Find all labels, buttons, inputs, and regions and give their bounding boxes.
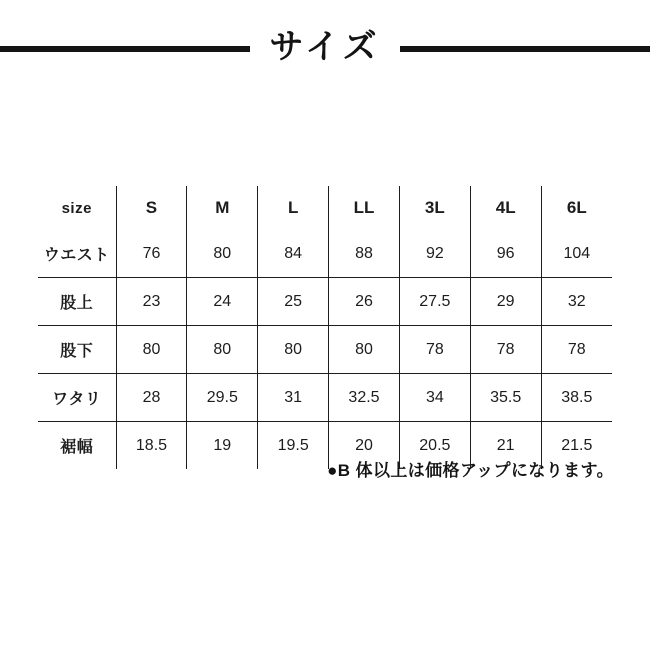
row-label-waist: ウエスト — [38, 230, 116, 278]
cell-waist-4l: 96 — [470, 230, 541, 278]
cell-thigh-4l: 35.5 — [470, 374, 541, 422]
column-header-ll: LL — [329, 186, 400, 230]
row-label-thigh: ワタリ — [38, 374, 116, 422]
cell-inseam-3l: 78 — [399, 326, 470, 374]
column-header-l: L — [258, 186, 329, 230]
cell-hem-l: 19.5 — [258, 422, 329, 470]
header-rule-left — [0, 46, 250, 52]
table-row — [38, 374, 612, 422]
cell-rise-s: 23 — [116, 278, 187, 326]
cell-rise-l: 25 — [258, 278, 329, 326]
size-table-container — [38, 186, 612, 469]
cell-waist-l: 84 — [258, 230, 329, 278]
table-header — [38, 186, 612, 230]
cell-waist-m: 80 — [187, 230, 258, 278]
table-header-row — [38, 186, 612, 230]
table-row — [38, 278, 612, 326]
cell-thigh-m: 29.5 — [187, 374, 258, 422]
column-header-4l: 4L — [470, 186, 541, 230]
table-row — [38, 326, 612, 374]
cell-hem-m: 19 — [187, 422, 258, 470]
row-label-rise: 股上 — [38, 278, 116, 326]
column-header-6l: 6L — [566, 198, 587, 217]
cell-rise-4l: 29 — [470, 278, 541, 326]
cell-thigh-3l: 34 — [399, 374, 470, 422]
cell-inseam-s: 80 — [116, 326, 187, 374]
cell-hem-s: 18.5 — [116, 422, 187, 470]
table-corner-label: size — [38, 186, 116, 230]
cell-inseam-6l: 78 — [541, 326, 612, 374]
cell-rise-6l: 32 — [541, 278, 612, 326]
row-label-hem: 裾幅 — [38, 422, 116, 470]
cell-rise-m: 24 — [187, 278, 258, 326]
price-note: ●B 体以上は価格アップになります。 — [327, 461, 614, 480]
column-header-s: S — [116, 186, 187, 230]
header-rule-right — [400, 46, 650, 52]
header-banner — [0, 18, 650, 76]
cell-waist-ll: 88 — [329, 230, 400, 278]
row-label-inseam: 股下 — [38, 326, 116, 374]
column-header-3l: 3L — [399, 186, 470, 230]
cell-thigh-l: 31 — [258, 374, 329, 422]
cell-waist-3l: 92 — [399, 230, 470, 278]
size-table — [38, 186, 612, 469]
table-row — [38, 230, 612, 278]
cell-inseam-4l: 78 — [470, 326, 541, 374]
cell-hem-4l: 21 — [470, 422, 541, 470]
cell-thigh-6l: 38.5 — [541, 374, 612, 422]
cell-hem-6l: 21.5 — [561, 436, 593, 454]
table-body — [38, 230, 612, 469]
cell-inseam-l: 80 — [258, 326, 329, 374]
cell-hem-ll: 20 — [329, 422, 400, 470]
cell-rise-ll: 26 — [329, 278, 400, 326]
cell-inseam-ll: 80 — [329, 326, 400, 374]
column-header-m: M — [187, 186, 258, 230]
cell-waist-6l: 104 — [541, 230, 612, 278]
cell-hem-3l: 20.5 — [399, 422, 470, 470]
cell-thigh-s: 28 — [116, 374, 187, 422]
page-title: サイズ — [255, 30, 394, 64]
cell-inseam-m: 80 — [187, 326, 258, 374]
cell-waist-s: 76 — [116, 230, 187, 278]
cell-thigh-ll: 32.5 — [329, 374, 400, 422]
cell-rise-3l: 27.5 — [399, 278, 470, 326]
